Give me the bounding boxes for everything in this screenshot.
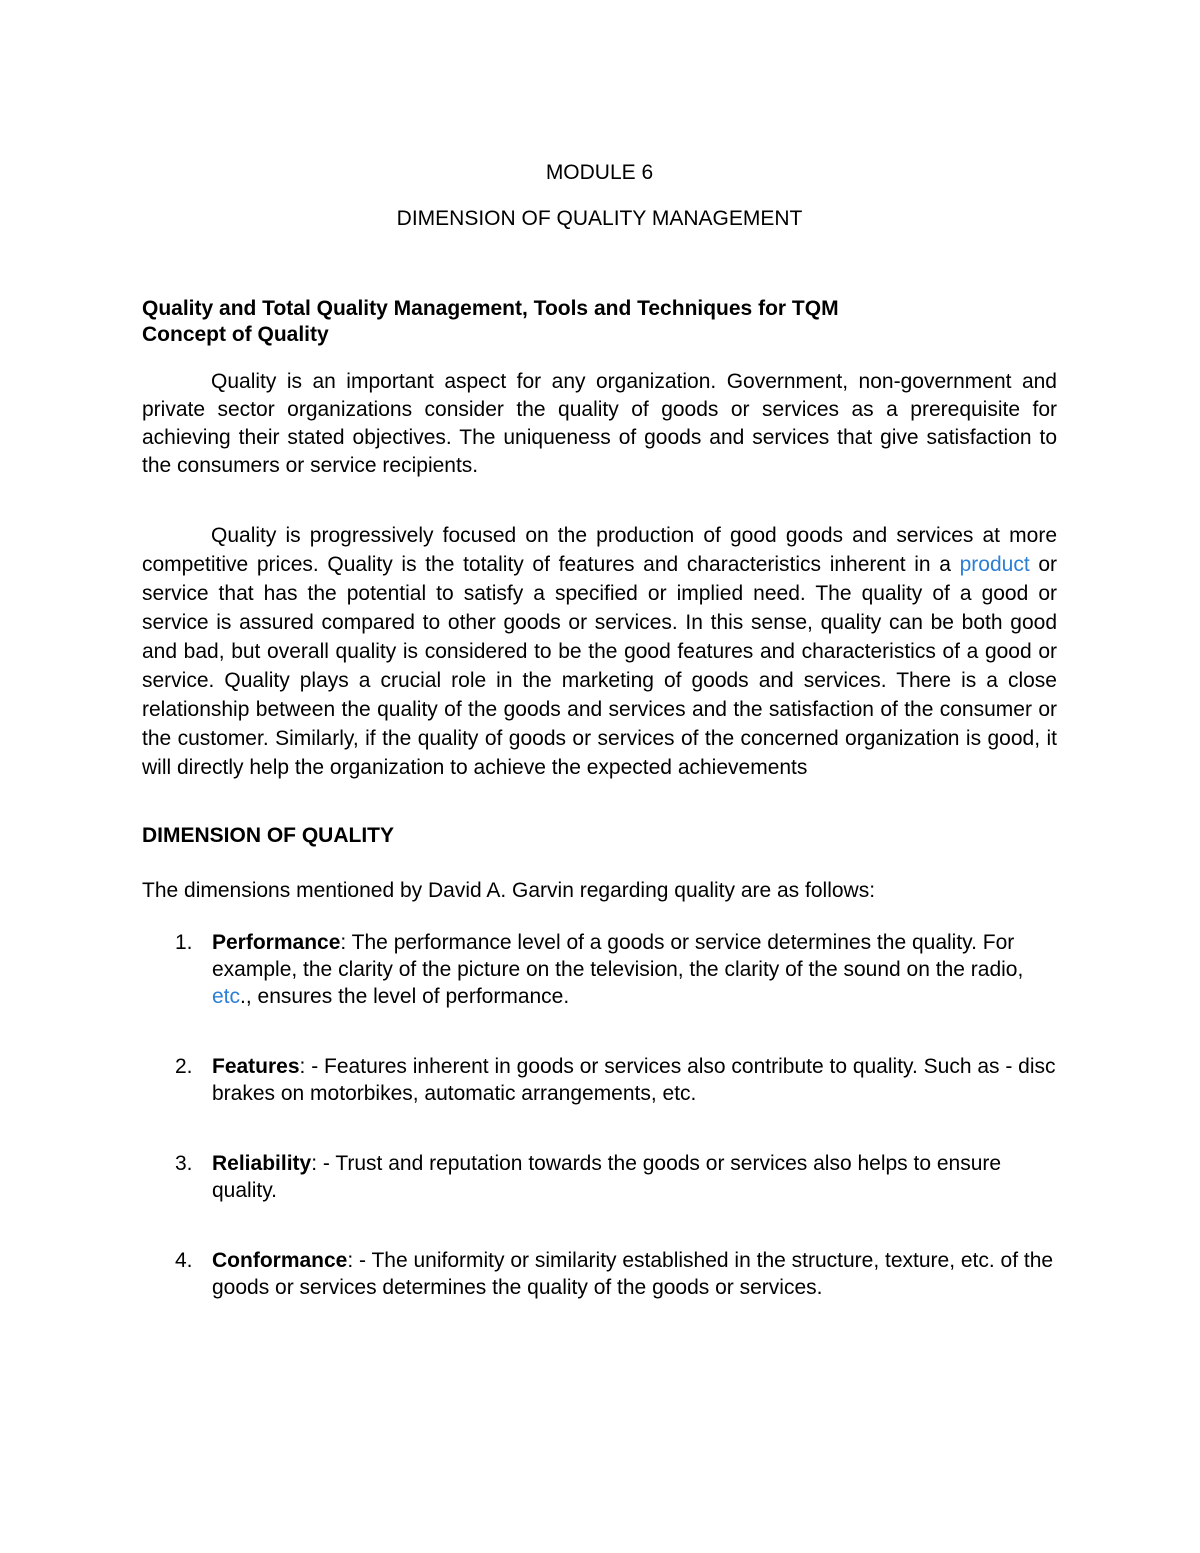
dimension-intro: The dimensions mentioned by David A. Garvin regarding quality are as follows:	[142, 879, 876, 902]
dimension-list	[142, 929, 1057, 1301]
dimension-text: : - Trust and reputation towards the goods or services also helps to ensure quality.	[212, 1152, 1002, 1202]
list-number: 4.	[175, 1249, 193, 1272]
paragraph-quality-focus	[142, 521, 1057, 782]
list-item-conformance	[142, 1247, 1057, 1301]
dimension-term: Reliability	[212, 1152, 312, 1175]
dimension-text: : - Features inherent in goods or services also contribute to quality. Such as - disc brakes on motorbikes, automatic arrangements, etc.	[212, 1055, 1056, 1105]
list-item-performance	[142, 929, 1057, 1010]
paragraph-text-before-link: Quality is progressively focused on the production of good goods and services at more competitive prices. Quality is the totality of features and characteristics inherent in a	[142, 524, 1057, 576]
module-subtitle: DIMENSION OF QUALITY MANAGEMENT	[396, 207, 803, 230]
paragraph-concept-intro: Quality is an important aspect for any organization. Government, non-government and private sector organizations consider the quality of goods or services as a prerequisite for achieving their stated objectives. The uniqueness of goods and services that give satisfaction to the consumers or service recipients.	[142, 370, 1057, 477]
dimension-text-after-link: ., ensures the level of performance.	[240, 985, 570, 1008]
etc-link[interactable]: etc	[212, 985, 241, 1008]
dimension-text: : The performance level of a goods or service determines the quality. For example, the clarity of the picture on the television, the clarity of the sound on the radio,	[212, 931, 1024, 981]
list-item-reliability	[142, 1150, 1057, 1204]
list-number: 2.	[175, 1055, 193, 1078]
list-number: 1.	[175, 931, 193, 954]
dimension-term: Performance	[212, 931, 341, 954]
list-item-features	[142, 1053, 1057, 1107]
dimension-term: Features	[212, 1055, 300, 1078]
dimension-term: Conformance	[212, 1249, 348, 1272]
section-heading-concept: Concept of Quality	[142, 323, 329, 346]
paragraph-text-after-link: or service that has the potential to satisfy a specified or implied need. The quality of a good or service is assured compared to other goods or services. In this sense, quality can be both good and bad, but overall quality is considered to be the good features and characteristics of a good or service. Quality plays a crucial role in the marketing of goods and services. There is a close relationship between the quality of the goods and services and the satisfaction of the consumer or the customer. Similarly, if the quality of goods or services of the concerned organization is good, it will directly help the organization to achieve the expected achievements	[142, 553, 1057, 779]
dimension-heading: DIMENSION OF QUALITY	[142, 824, 394, 847]
dimension-text: : - The uniformity or similarity established in the structure, texture, etc. of the goods or services determines the quality of the goods or services.	[212, 1249, 1054, 1299]
document-content	[142, 156, 1057, 1344]
module-title: MODULE 6	[545, 161, 654, 184]
list-number: 3.	[175, 1152, 193, 1175]
section-heading-tqm: Quality and Total Quality Management, Tools and Techniques for TQM	[142, 297, 839, 320]
product-link[interactable]: product	[959, 553, 1030, 576]
